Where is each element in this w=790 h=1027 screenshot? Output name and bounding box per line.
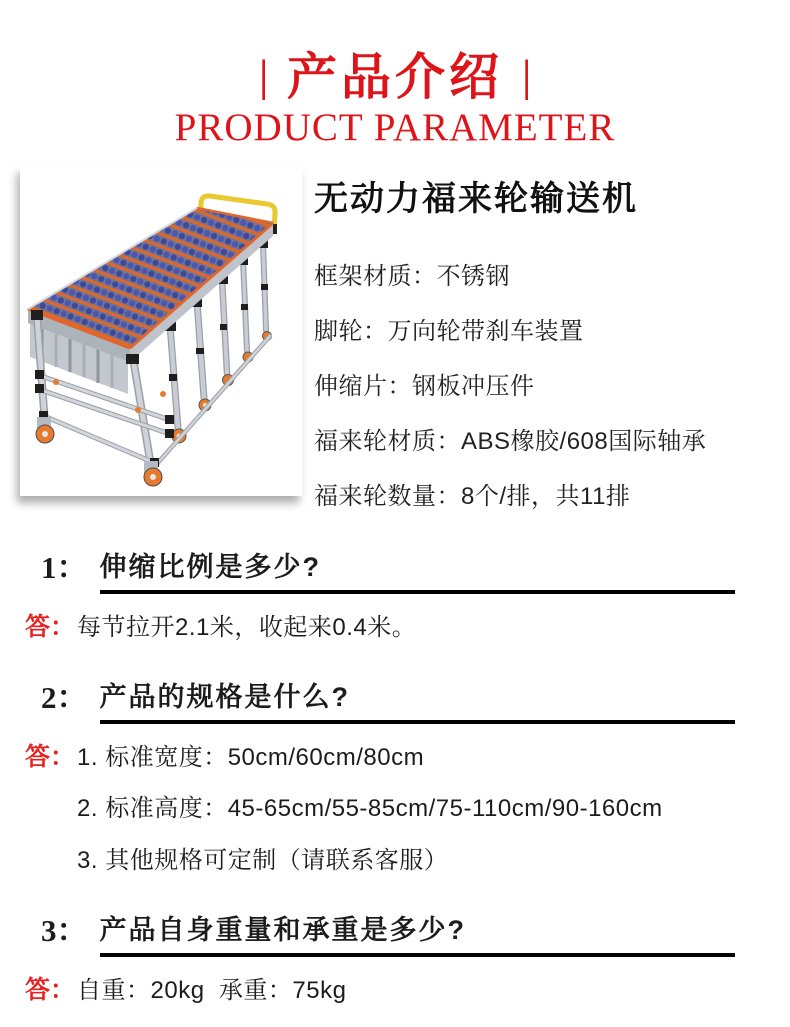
product-title: 无动力福来轮输送机 — [314, 179, 638, 218]
title-left-bar: | — [258, 52, 268, 102]
answer-label: 答： — [25, 975, 76, 1004]
qa-section-3 — [25, 905, 735, 1004]
orange-knob — [160, 391, 166, 397]
question-text: 伸缩比例是多少? — [100, 545, 328, 594]
leg-far-3 — [218, 276, 234, 386]
question-row — [35, 672, 735, 724]
answer-line: 1. 标准宽度：50cm/60cm/80cm — [77, 744, 425, 772]
question-underline — [472, 953, 735, 957]
spec-wheel-material: 福来轮材质：ABS橡胶/608国际轴承 — [314, 428, 707, 456]
question-row — [35, 542, 735, 594]
answer-row — [25, 614, 735, 640]
answer-line: 每节拉开2.1米，收起来0.4米。 — [77, 614, 417, 642]
question-row — [35, 905, 735, 957]
product-intro — [20, 166, 790, 509]
question-text: 产品自身重量和承重是多少? — [100, 908, 473, 957]
product-photo — [20, 166, 302, 496]
answer-label: 答： — [25, 743, 76, 772]
leg-far-4 — [239, 257, 253, 362]
leg-fitting — [126, 354, 139, 364]
page-header — [0, 0, 790, 149]
answer-body — [77, 744, 663, 873]
qa-section-2 — [25, 672, 735, 874]
qa-list — [0, 542, 790, 1003]
conveyor-illustration — [20, 166, 302, 496]
leg-far-1 — [165, 322, 186, 443]
question-number: 3： — [41, 912, 88, 948]
answer-line: 自重：20kg 承重：75kg — [77, 976, 347, 1004]
page-title: 产品介绍 — [287, 49, 503, 105]
question-number: 1： — [41, 550, 88, 586]
answer-line: 3. 其他规格可定制（请联系客服） — [77, 846, 449, 874]
orange-knob — [135, 407, 141, 413]
answer-row — [25, 977, 735, 1003]
spec-telescoping-plate: 伸缩片：钢板冲压件 — [314, 373, 535, 401]
qa-section-1 — [25, 542, 735, 642]
product-details — [314, 166, 706, 509]
answer-body — [77, 614, 416, 640]
brace-clamp — [165, 429, 174, 438]
question-underline — [356, 720, 735, 724]
question-text: 产品的规格是什么? — [100, 675, 357, 724]
orange-knob — [53, 379, 59, 385]
brace-clamp — [35, 370, 44, 379]
leg-far-2 — [192, 298, 211, 411]
page-title-row — [0, 50, 790, 105]
page-subtitle: PRODUCT PARAMETER — [174, 106, 616, 149]
caster-hub — [42, 431, 48, 437]
question-number: 2： — [41, 680, 88, 716]
brace-clamp — [165, 415, 174, 424]
title-right-bar: | — [522, 52, 532, 102]
leg-fitting — [31, 310, 43, 320]
spec-frame-material: 框架材质：不锈钢 — [314, 263, 510, 291]
answer-line: 2. 标准高度：45-65cm/55-85cm/75-110cm/90-160cm — [77, 795, 663, 823]
brace-clamp — [35, 384, 44, 393]
question-underline — [327, 590, 735, 594]
answer-row — [25, 744, 735, 873]
leg-far-5 — [259, 240, 272, 341]
spec-casters: 脚轮：万向轮带刹车装置 — [314, 318, 584, 346]
caster-hub — [150, 474, 156, 480]
answer-body — [77, 977, 346, 1003]
spec-wheel-count: 福来轮数量：8个/排，共11排 — [314, 483, 631, 511]
answer-label: 答： — [25, 613, 76, 642]
